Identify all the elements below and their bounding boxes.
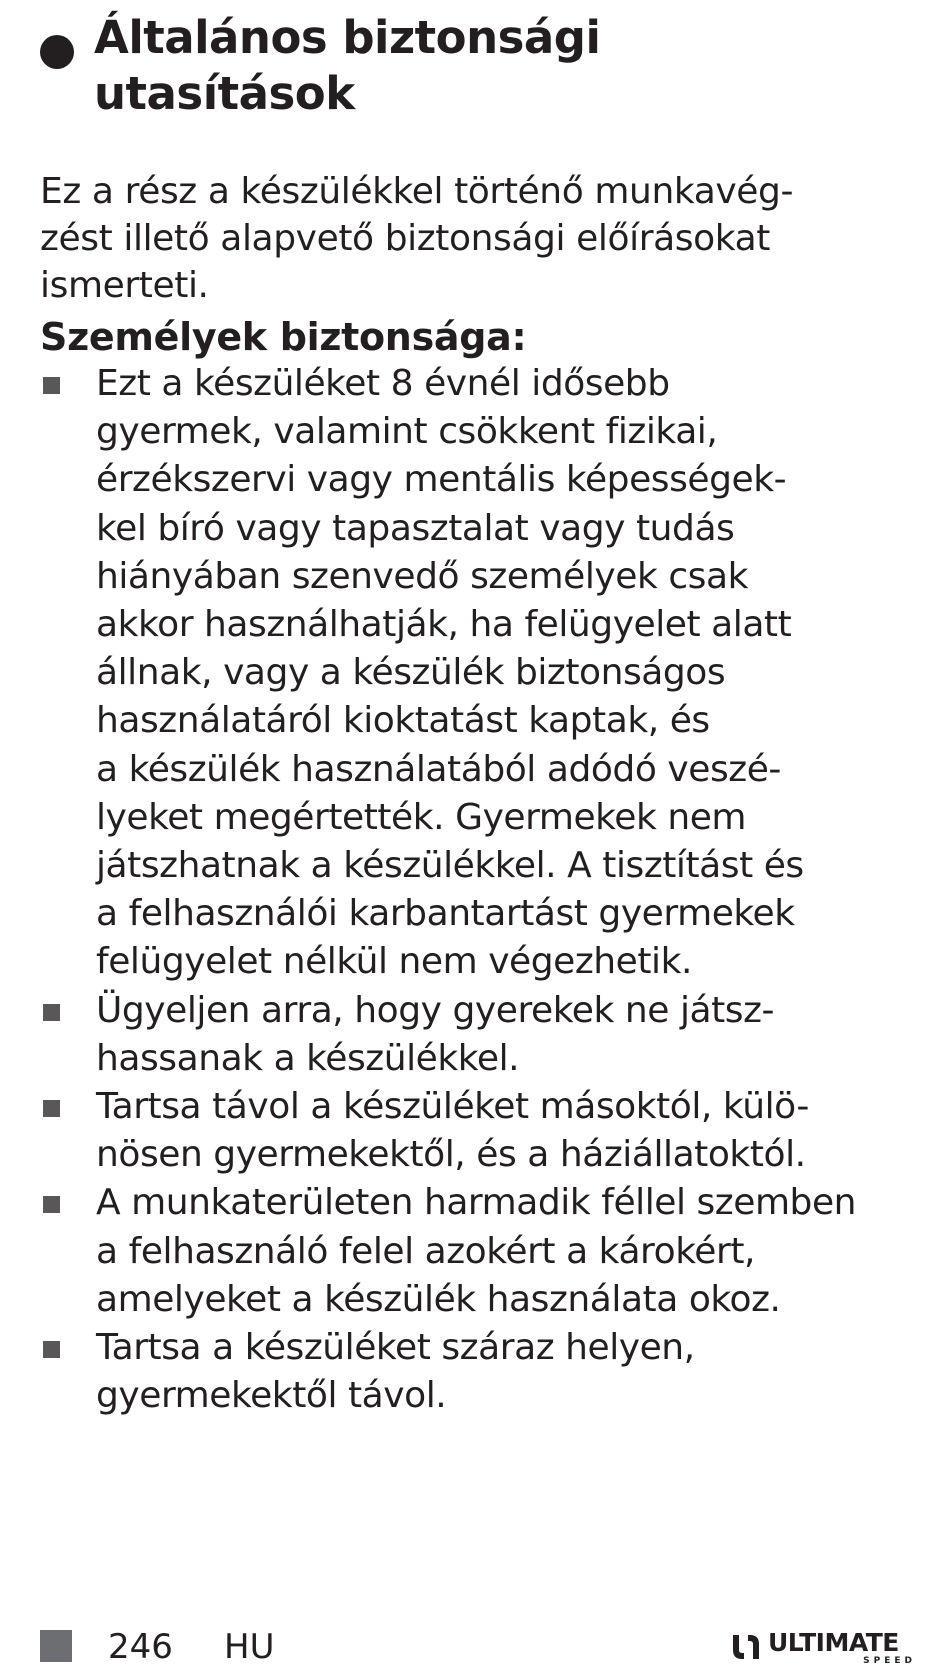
brand-name: ULTIMATE [768,1628,899,1657]
intro-line: zést illető alapvető biztonsági előírásokat [40,218,770,259]
footer-square-icon [40,1630,72,1662]
bullet-line: lyeket megértették. Gyermekek nem [96,796,747,838]
bullet-line: nösen gyermekektől, és a háziállatoktól. [96,1134,806,1176]
bullet-item [40,1083,930,1179]
section-title-line: utasítások [94,67,355,120]
bullet-item [40,1179,930,1324]
bullet-line: A munkaterületen harmadik féllel szemben [96,1182,857,1224]
bullet-line: gyermekektől távol. [96,1375,447,1417]
page-footer [40,1628,920,1668]
bullet-line: kel bíró vagy tapasztalat vagy tudás [96,507,735,549]
bullet-line: érzékszervi vagy mentális képességek- [96,459,787,501]
brand-subtitle: SPEED [863,1656,916,1666]
bullet-line: játszhatnak a készülékkel. A tisztítást és [96,845,804,887]
square-bullet-icon [43,1196,60,1213]
brand-logo [730,1628,920,1668]
square-bullet-icon [43,1100,60,1117]
intro-line: ismerteti. [40,265,209,306]
bullet-line: a felhasználói karbantartást gyermekek [96,893,795,935]
square-bullet-icon [43,1004,60,1021]
subheading-personal-safety: Személyek biztonsága: [40,315,527,359]
intro-paragraph [40,168,930,309]
bullet-item [40,360,930,987]
square-bullet-icon [43,377,60,394]
bullet-line: hassanak a készülékkel. [96,1037,520,1079]
safety-bullet-list [40,360,930,1420]
intro-line: Ez a rész a készülékkel történő munkavég- [40,171,794,212]
bullet-line: amelyeket a készülék használata okoz. [96,1278,781,1320]
page-number: 246 [108,1627,173,1667]
bullet-line: Tartsa távol a készüléket másoktól, külö- [96,1086,809,1128]
language-code: HU [224,1627,275,1667]
bullet-line: Tartsa a készüléket száraz helyen, [96,1327,695,1369]
bullet-line: akkor használhatják, ha felügyelet alatt [96,604,792,646]
heading-bullet-icon [40,35,74,69]
bullet-line: használatáról kioktatást kaptak, és [96,700,710,742]
bullet-line: a készülék használatából adódó veszé- [96,748,781,790]
section-heading [40,10,920,122]
section-title-line: Általános biztonsági [94,11,601,64]
bullet-line: hiányában szenvedő személyek csak [96,555,748,597]
bullet-line: a felhasználó felel azokért a károkért, [96,1230,756,1272]
square-bullet-icon [43,1341,60,1358]
bullet-line: gyermek, valamint csökkent fizikai, [96,411,718,453]
ultimate-speed-logo-icon [730,1632,762,1662]
bullet-line: felügyelet nélkül nem végezhetik. [96,941,692,983]
bullet-item [40,1324,930,1420]
bullet-line: állnak, vagy a készülék biztonságos [96,652,726,694]
section-title [94,10,600,122]
bullet-line: Ügyeljen arra, hogy gyerekek ne játsz- [96,989,775,1031]
bullet-item [40,987,930,1083]
bullet-line: Ezt a készüléket 8 évnél idősebb [96,363,670,404]
